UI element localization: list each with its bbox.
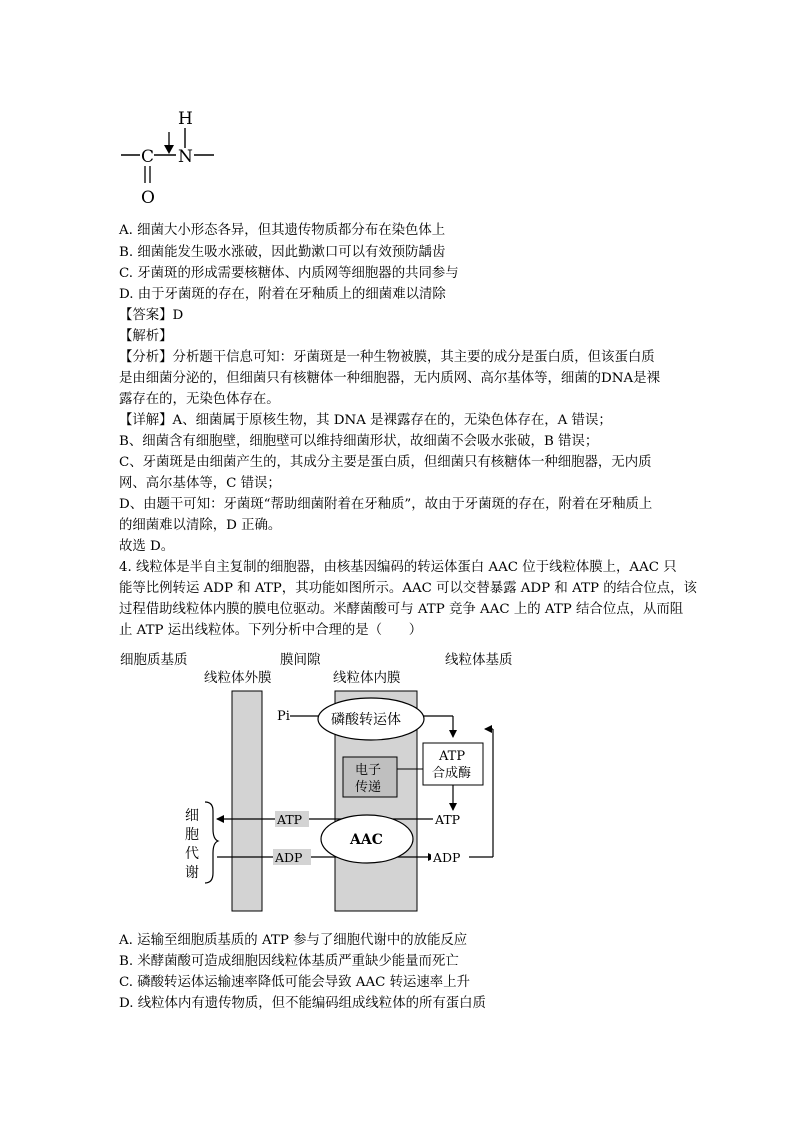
peptide-bond-structure — [114, 104, 224, 210]
q3-detail-line-4: 网、高尔基体等，C 错误； — [119, 476, 281, 491]
q4-option-b: B. 米酵菌酸可造成细胞因线粒体基质严重缺少能量而死亡 — [119, 954, 459, 969]
label-metabolism-2: 胞 — [185, 827, 199, 843]
arrow-head — [164, 145, 174, 154]
q4-stem-line-1: 4. 线粒体是半自主复制的细胞器，由核基因编码的转运体蛋白 AAC 位于线粒体膜上，AAC 只 — [119, 560, 677, 575]
q3-detail-line-5: D、由题干可知：牙菌斑“帮助细菌附着在牙釉质”，故由于牙菌斑的存在，附着在牙釉质上 — [119, 497, 653, 512]
label-electron-1: 电子 — [355, 763, 382, 778]
q3-analysis-line-1: 【分析】分析题干信息可知：牙菌斑是一种生物被膜，其主要的成分是蛋白质，但该蛋白质 — [119, 350, 655, 365]
label-aac: AAC — [350, 832, 383, 848]
q3-detail-line-3: C、牙菌斑是由细菌产生的，其成分主要是蛋白质，但细菌只有核糖体一种细胞器，无内质 — [119, 455, 652, 470]
atom-c: C — [141, 147, 155, 167]
q4-option-a: A. 运输至细胞质基质的 ATP 参与了细胞代谢中的放能反应 — [119, 933, 468, 948]
atom-h: H — [178, 109, 193, 129]
label-cytoplasm-matrix: 细胞质基质 — [120, 652, 188, 668]
label-pi: Pi — [277, 709, 290, 724]
atom-n: N — [178, 147, 193, 167]
metabolism-brace — [205, 802, 218, 883]
atom-o: O — [141, 188, 155, 208]
q3-final-choice: 故选 D。 — [119, 539, 175, 554]
label-metabolism-4: 谢 — [185, 865, 199, 881]
q3-detail-line-1: 【详解】A、细菌属于原核生物，其 DNA 是裸露存在的，无染色体存在，A 错误； — [119, 413, 612, 428]
label-electron-2: 传递 — [355, 780, 382, 795]
label-intermembrane-space: 膜间隙 — [280, 652, 321, 668]
q3-jiexi-heading: 【解析】 — [119, 329, 173, 344]
q3-detail-line-2: B、细菌含有细胞壁，细胞壁可以维持细菌形状，故细菌不会吸水张破，B 错误； — [119, 434, 599, 449]
label-outer-membrane: 线粒体外膜 — [204, 670, 272, 686]
q3-detail-line-6: 的细菌难以清除，D 正确。 — [119, 518, 282, 533]
label-metabolism-1: 细 — [185, 808, 199, 824]
label-adp-right: ADP — [433, 850, 461, 865]
q4-option-c: C. 磷酸转运体运输速率降低可能会导致 AAC 转运速率上升 — [119, 975, 470, 990]
q4-stem-line-4: 止 ATP 运出线粒体。下列分析中合理的是（ ） — [119, 623, 423, 638]
q3-option-b: B. 细菌能发生吸水涨破，因此勤漱口可以有效预防龋齿 — [119, 245, 446, 260]
q3-analysis-line-3: 露存在的，无染色体存在。 — [119, 392, 280, 407]
q3-option-a: A. 细菌大小形态各异，但其遗传物质都分布在染色体上 — [119, 223, 446, 238]
label-inner-membrane: 线粒体内膜 — [333, 670, 401, 686]
label-metabolism-3: 代 — [185, 846, 199, 862]
label-adp-left: ADP — [275, 850, 303, 865]
label-atp-right: ATP — [435, 812, 461, 827]
label-mito-matrix: 线粒体基质 — [445, 652, 513, 668]
outer-membrane — [232, 691, 262, 911]
label-atp-left: ATP — [277, 812, 303, 827]
q4-option-d: D. 线粒体内有遗传物质，但不能编码组成线粒体的所有蛋白质 — [119, 996, 486, 1011]
q4-stem-line-2: 能等比例转运 ADP 和 ATP，其功能如图所示。AAC 可以交替暴露 ADP 和 ATP 的结合位点，该 — [119, 581, 697, 596]
q3-option-c: C. 牙菌斑的形成需要核糖体、内质网等细胞器的共同参与 — [119, 266, 459, 281]
q4-stem-line-3: 过程借助线粒体内膜的膜电位驱动。米酵菌酸可与 ATP 竞争 AAC 上的 ATP 结合位点，从而阻 — [119, 602, 684, 617]
mitochondria-aac-figure — [115, 645, 545, 915]
label-synthase-2: 合成酶 — [432, 766, 472, 781]
q3-analysis-line-2: 是由细菌分泌的，但细菌只有核糖体一种细胞器，无内质网、高尔基体等，细菌的DNA是裸 — [119, 371, 660, 386]
q3-answer: 【答案】D — [119, 308, 184, 323]
q3-option-d: D. 由于牙菌斑的存在，附着在牙釉质上的细菌难以清除 — [119, 287, 446, 302]
label-phosphate-transporter: 磷酸转运体 — [331, 712, 401, 728]
label-synthase-1: ATP — [439, 749, 466, 764]
